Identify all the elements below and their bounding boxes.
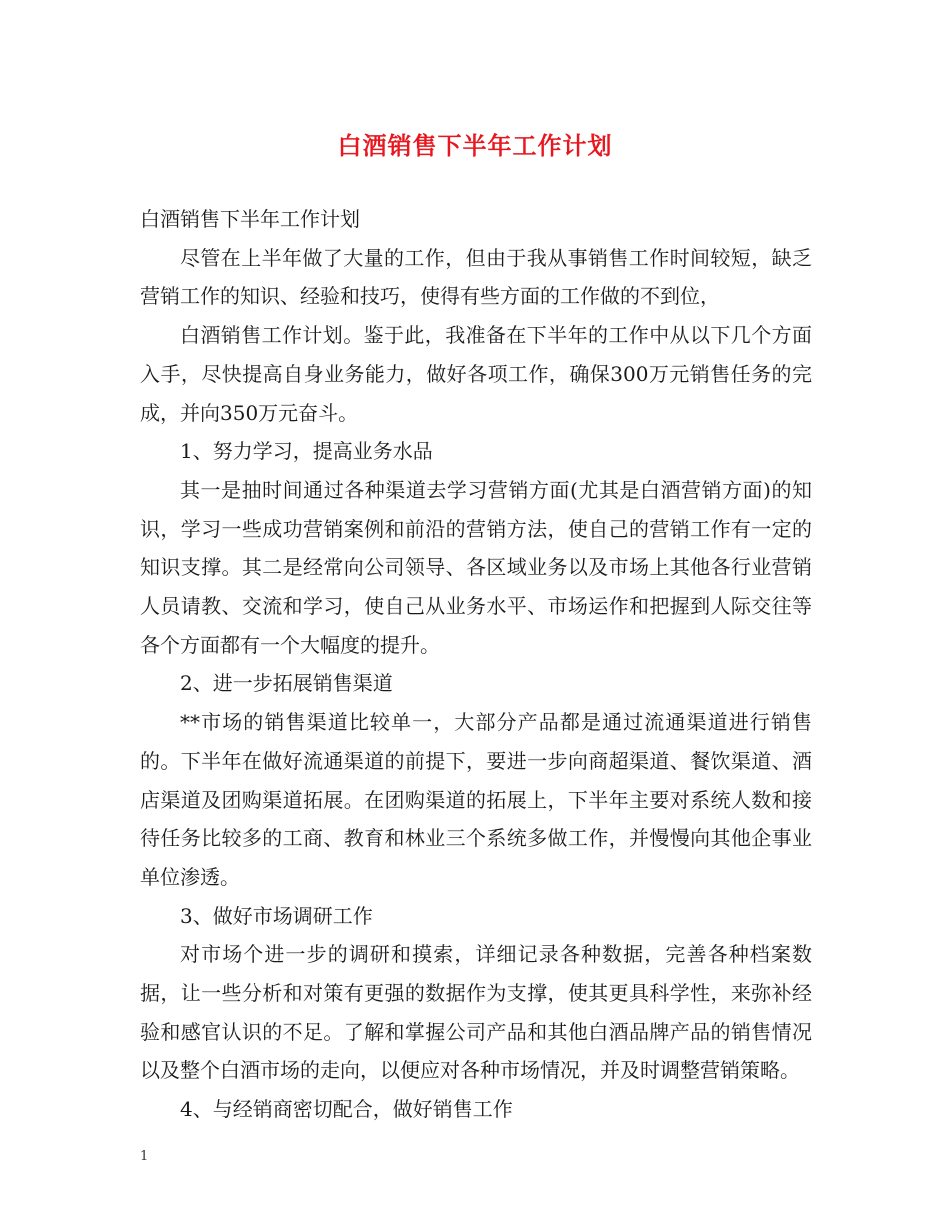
section-heading-1: 1、努力学习，提高业务水品	[180, 439, 433, 464]
document-title: 白酒销售下半年工作计划	[337, 131, 613, 160]
section-heading-4: 4、与经销商密切配合，做好销售工作	[180, 1097, 513, 1122]
paragraph-heading: 白酒销售下半年工作计划	[140, 207, 360, 231]
paragraph: 尽管在上半年做了大量的工作，但由于我从事销售工作时间较短，缺乏营销工作的知识、经验和技巧，使得有些方面的工作做的不到位，	[140, 245, 812, 309]
paragraph: **市场的销售渠道比较单一，大部分产品都是通过流通渠道进行销售的。下半年在做好流通渠道的前提下，要进一步向商超渠道、餐饮渠道、酒店渠道及团购渠道拓展。在团购渠道的拓展上，下半年主要对系统人数和接待任务比较多的工商、教育和林业三个系统多做工作，并慢慢向其他企事业单位渗透。	[140, 710, 812, 889]
paragraph: 对市场个进一步的调研和摸索，详细记录各种数据，完善各种档案数据，让一些分析和对策有更强的数据作为支撑，使其更具科学性，来弥补经验和感官认识的不足。了解和掌握公司产品和其他白酒品牌产品的销售情况以及整个白酒市场的走向，以便应对各种市场情况，并及时调整营销策略。	[140, 942, 812, 1083]
document-body	[140, 200, 812, 1129]
section-heading-2: 2、进一步拓展销售渠道	[180, 671, 393, 696]
section-heading-3: 3、做好市场调研工作	[180, 903, 373, 928]
paragraph: 白酒销售工作计划。鉴于此，我准备在下半年的工作中从以下几个方面入手，尽快提高自身业务能力，做好各项工作，确保300万元销售任务的完成，并向350万元奋斗。	[140, 323, 812, 425]
paragraph: 其一是抽时间通过各种渠道去学习营销方面(尤其是白酒营销方面)的知识，学习一些成功营销案例和前沿的营销方法，使自己的营销工作有一定的知识支撑。其二是经常向公司领导、各区域业务以及市场上其他各行业营销人员请教、交流和学习，使自己从业务水平、市场运作和把握到人际交往等各个方面都有一个大幅度的提升。	[140, 477, 812, 657]
page-number: 1	[140, 1149, 149, 1164]
